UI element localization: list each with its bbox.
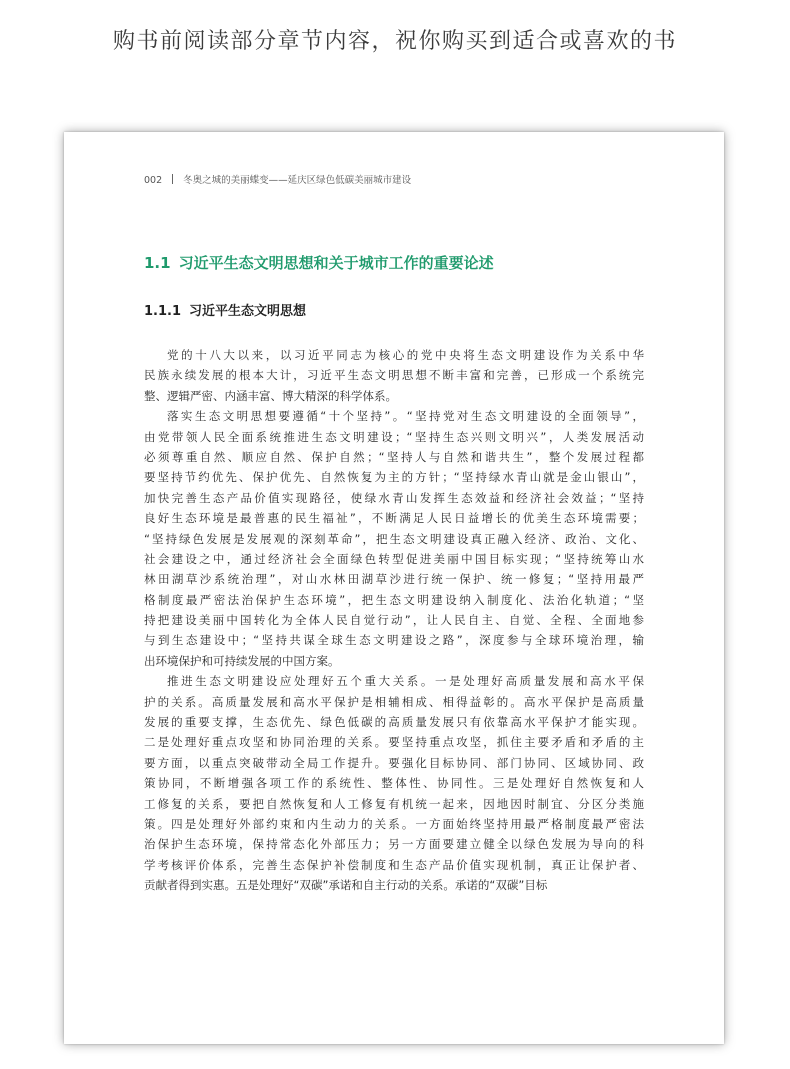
- paragraph-line: 加快完善生态产品价值实现路径，使绿水青山发挥生态效益和经济社会效益；“坚持: [144, 490, 644, 505]
- section-heading: [144, 252, 494, 273]
- section-title: 习近平生态文明思想和关于城市工作的重要论述: [178, 254, 494, 272]
- paragraph-line: 出环境保护和可持续发展的中国方案。: [144, 653, 340, 668]
- page-number: 002: [144, 175, 163, 186]
- paragraph-line: 要方面，以重点突破带动全局工作提升。要强化目标协同、部门协同、区域协同、政: [144, 755, 644, 770]
- preview-banner: 购书前阅读部分章节内容，祝你购买到适合或喜欢的书: [112, 29, 677, 54]
- book-page: [64, 132, 724, 1044]
- paragraph-line: 要坚持节约优先、保护优先、自然恢复为主的方针；“坚持绿水青山就是金山银山”，: [144, 470, 644, 485]
- paragraph-line: 社会建设之中，通过经济社会全面绿色转型促进美丽中国目标实现；“坚持统筹山水: [144, 551, 644, 566]
- paragraph: [144, 345, 644, 406]
- paragraph-line: 策。四是处理好外部约束和内生动力的关系。一方面始终坚持用最严格制度最严密法: [144, 816, 644, 831]
- paragraph-line: 学考核评价体系，完善生态保护补偿制度和生态产品价值实现机制，真正让保护者、: [144, 857, 644, 872]
- running-head-divider: [172, 174, 173, 184]
- paragraph-line: 党的十八大以来，以习近平同志为核心的党中央将生态文明建设作为关系中华: [167, 348, 644, 362]
- section-number: 1.1: [144, 254, 171, 272]
- paragraph-line: 与到生态建设中；“坚持共谋全球生态文明建设之路”，深度参与全球环境治理，输: [144, 633, 644, 648]
- running-head: [144, 172, 411, 186]
- paragraph-line: 民族永续发展的根本大计，习近平生态文明思想不断丰富和完善，已形成一个系统完: [144, 368, 644, 383]
- subsection-number: 1.1.1: [144, 304, 182, 319]
- paragraph-line: 护的关系。高质量发展和高水平保护是相辅相成、相得益彰的。高水平保护是高质量: [144, 694, 644, 709]
- body-text: [144, 345, 644, 896]
- paragraph-line: 治保护生态环境，保持常态化外部压力；另一方面要建立健全以绿色发展为导向的科: [144, 837, 644, 852]
- paragraph-line: 二是处理好重点攻坚和协同治理的关系。要坚持重点攻坚，抓住主要矛盾和矛盾的主: [144, 735, 644, 750]
- paragraph-line: 持把建设美丽中国转化为全体人民自觉行动”，让人民自主、自觉、全程、全面地参: [144, 613, 644, 628]
- subsection-title: 习近平生态文明思想: [189, 304, 307, 319]
- paragraph-line: 由党带领人民全面系统推进生态文明建设；“坚持生态兴则文明兴”，人类发展活动: [144, 429, 644, 444]
- paragraph-line: 发展的重要支撑，生态优先、绿色低碳的高质量发展只有依靠高水平保护才能实现。: [144, 715, 644, 730]
- paragraph-line: 林田湖草沙系统治理”，对山水林田湖草沙进行统一保护、统一修复；“坚持用最严: [144, 572, 644, 587]
- paragraph-line: 良好生态环境是最普惠的民生福祉”，不断满足人民日益增长的优美生态环境需要；: [144, 511, 644, 526]
- paragraph-line: 工修复的关系，要把自然恢复和人工修复有机统一起来，因地因时制宜、分区分类施: [144, 796, 644, 811]
- paragraph-line: 落实生态文明思想要遵循“十个坚持”。“坚持党对生态文明建设的全面领导”，: [167, 409, 644, 424]
- running-head-title: 冬奥之城的美丽蝶变——延庆区绿色低碳美丽城市建设: [183, 175, 412, 186]
- paragraph: [144, 406, 644, 671]
- subsection-heading: [144, 300, 306, 319]
- paragraph-line: 格制度最严密法治保护生态环境”，把生态文明建设纳入制度化、法治化轨道；“坚: [144, 592, 644, 607]
- paragraph-line: 策协同，不断增强各项工作的系统性、整体性、协同性。三是处理好自然恢复和人: [144, 776, 644, 791]
- paragraph-line: 必须尊重自然、顺应自然、保护自然；“坚持人与自然和谐共生”，整个发展过程都: [144, 449, 644, 464]
- paragraph-line: “坚持绿色发展是发展观的深刻革命”，把生态文明建设真正融入经济、政治、文化、: [144, 531, 644, 546]
- paragraph-line: 推进生态文明建设应处理好五个重大关系。一是处理好高质量发展和高水平保: [167, 674, 644, 689]
- paragraph: [144, 671, 644, 895]
- paragraph-line: 贡献者得到实惠。五是处理好“双碳”承诺和自主行动的关系。承诺的“双碳”目标: [144, 878, 548, 893]
- paragraph-line: 整、逻辑严密、内涵丰富、博大精深的科学体系。: [144, 388, 397, 403]
